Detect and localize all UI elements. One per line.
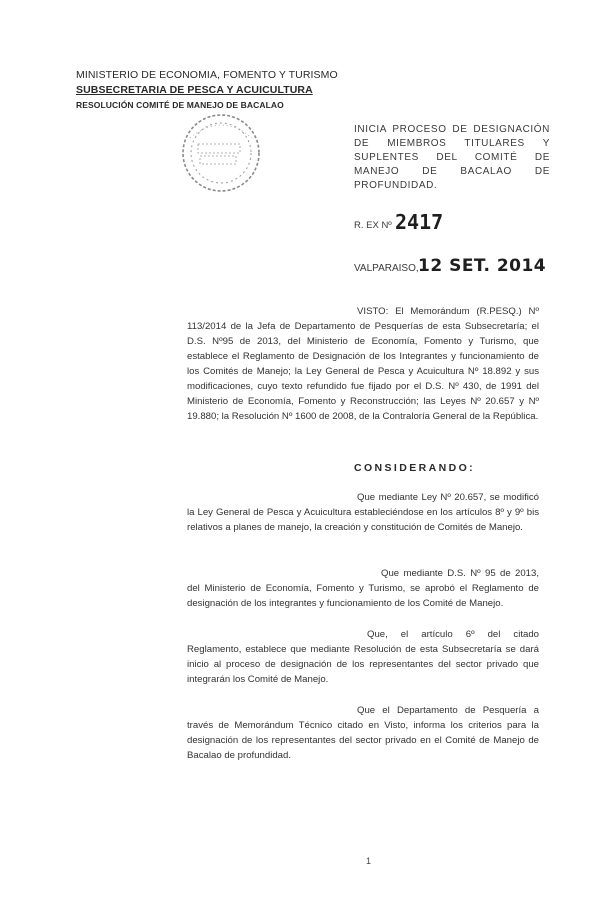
subsecretaria-heading: SUBSECRETARIA DE PESCA Y ACUICULTURA [76,84,313,96]
resolucion-heading: RESOLUCIÓN COMITÉ DE MANEJO DE BACALAO [76,100,284,110]
reference-summary: INICIA PROCESO DE DESIGNACIÓN DE MIEMBROS TITULARES Y SUPLENTES DEL COMITÉ DE MANEJO DE BACALAO DE PROFUNDIDAD. [354,124,550,191]
rex-number: 2417 [395,210,444,234]
considerando-paragraph-1: Que mediante Ley Nº 20.657, se modificó la Ley General de Pesca y Acuicultura estableciéndose en los artículos 8º y 9º bis relativos a planes de manejo, la creación y constitución de Comités de Manejo. [187,492,539,533]
place-label: VALPARAISO, [354,263,419,274]
date-stamp: 12 SET. 2014 [418,256,547,276]
visto-paragraph: VISTO: El Memorándum (R.PESQ.) Nº 113/2014 de la Jefa de Departamento de Pesquerías de esta Subsecretaría; el D.S. Nº95 de 2013, del Ministerio de Economía, Fomento y Turismo, que establece el Reglamento de Designación de los Integrantes y funcionamiento de los Comités de Manejo; la Ley General de Pesca y Acuicultura Nº 18.892 y sus modificaciones, cuyo texto refundido fue fijado por el D.S. Nº 430, de 1991 del Ministerio de Economía, Fomento y Reconstrucción; las Leyes Nº 20.657 y Nº 19.880; la Resolución Nº 1600 de 2008, de la Contraloría General de la República. [187,306,539,422]
considerando-paragraph-3: Que, el artículo 6º del citado Reglamento, establece que mediante Resolución de esta Subsecretaría se dará inicio al proceso de designación de los representantes del sector privado que integrarán los Comité de Manejo. [187,629,539,685]
considerando-heading: CONSIDERANDO: [354,462,476,474]
rex-label: R. EX Nº [354,220,392,231]
ministry-heading: MINISTERIO DE ECONOMIA, FOMENTO Y TURISMO [76,69,338,81]
page-number: 1 [366,856,372,866]
office-stamp [176,108,266,198]
considerando-paragraph-4: Que el Departamento de Pesquería a través de Memorándum Técnico citado en Visto, informa los criterios para la designación de los representantes del sector privado en el Comité de Manejo de Bacalao de profundidad. [187,705,539,761]
considerando-paragraph-2: Que mediante D.S. Nº 95 de 2013, del Ministerio de Economía, Fomento y Turismo, se aprobó el Reglamento de designación de los integrantes y funcionamiento de los Comité de Manejo. [187,568,539,609]
